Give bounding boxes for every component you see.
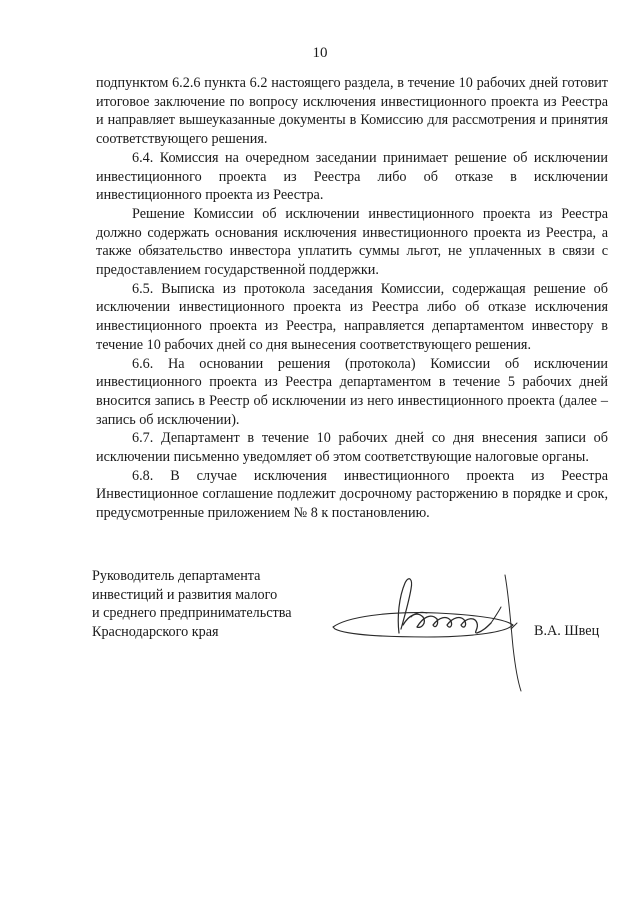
signatory-title-line: и среднего предпринимательства xyxy=(92,605,292,622)
signature-strokes xyxy=(333,575,521,691)
document-body xyxy=(96,74,608,523)
paragraph-6-4: 6.4. Комиссия на очередном заседании принимает решение об исключении инвестиционного проекта из Реестра либо об отказе в исключении инвестиционного проекта из Реестра. xyxy=(96,149,608,204)
signature-block xyxy=(92,567,632,707)
signatory-title xyxy=(92,567,352,641)
signatory-name: В.А. Швец xyxy=(534,623,600,639)
paragraph-continuation: подпунктом 6.2.6 пункта 6.2 настоящего раздела, в течение 10 рабочих дней готовит итоговое заключение по вопросу исключения инвестиционного проекта из Реестра и направляет вышеуказанные документы в Комиссию для рассмотрения и принятия соответствующего решения. xyxy=(96,75,608,148)
signatory-title-line: Руководитель департамента xyxy=(92,568,261,584)
paragraph-commission-decision: Решение Комиссии об исключении инвестиционного проекта из Реестра должно содержать основания исключения инвестиционного проекта из Реестра, а также обязательство инвестора уплатить суммы льгот, не уплаченных в связи с предоставлением государственной поддержки. xyxy=(96,205,608,279)
paragraph-6-6: 6.6. На основании решения (протокола) Комиссии об исключении инвестиционного проекта из Реестра департаментом в течение 5 рабочих дней вносится запись в Реестр об исключении из него инвестиционного проекта (далее – запись об исключении). xyxy=(96,355,608,428)
paragraph-6-8: 6.8. В случае исключения инвестиционного проекта из Реестра Инвестиционное соглашение подлежит досрочному расторжению в порядке и срок, предусмотренные приложением № 8 к постановлению. xyxy=(96,467,608,522)
paragraph-6-5: 6.5. Выписка из протокола заседания Комиссии, содержащая решение об исключении инвестиционного проекта из Реестра либо об отказе исключения инвестиционного проекта из Реестра, направляется департаментом инвестору в течение 10 рабочих дней со дня вынесения соответствующего решения. xyxy=(96,280,608,353)
paragraph-6-7: 6.7. Департамент в течение 10 рабочих дней со дня внесения записи об исключении письменно уведомляет об этом соответствующие налоговые органы. xyxy=(96,430,608,466)
signatory-title-line: инвестиций и развития малого xyxy=(92,586,278,603)
handwritten-signature xyxy=(327,567,547,697)
signatory-title-line: Краснодарского края xyxy=(92,623,219,640)
page-number: 10 xyxy=(312,45,328,61)
